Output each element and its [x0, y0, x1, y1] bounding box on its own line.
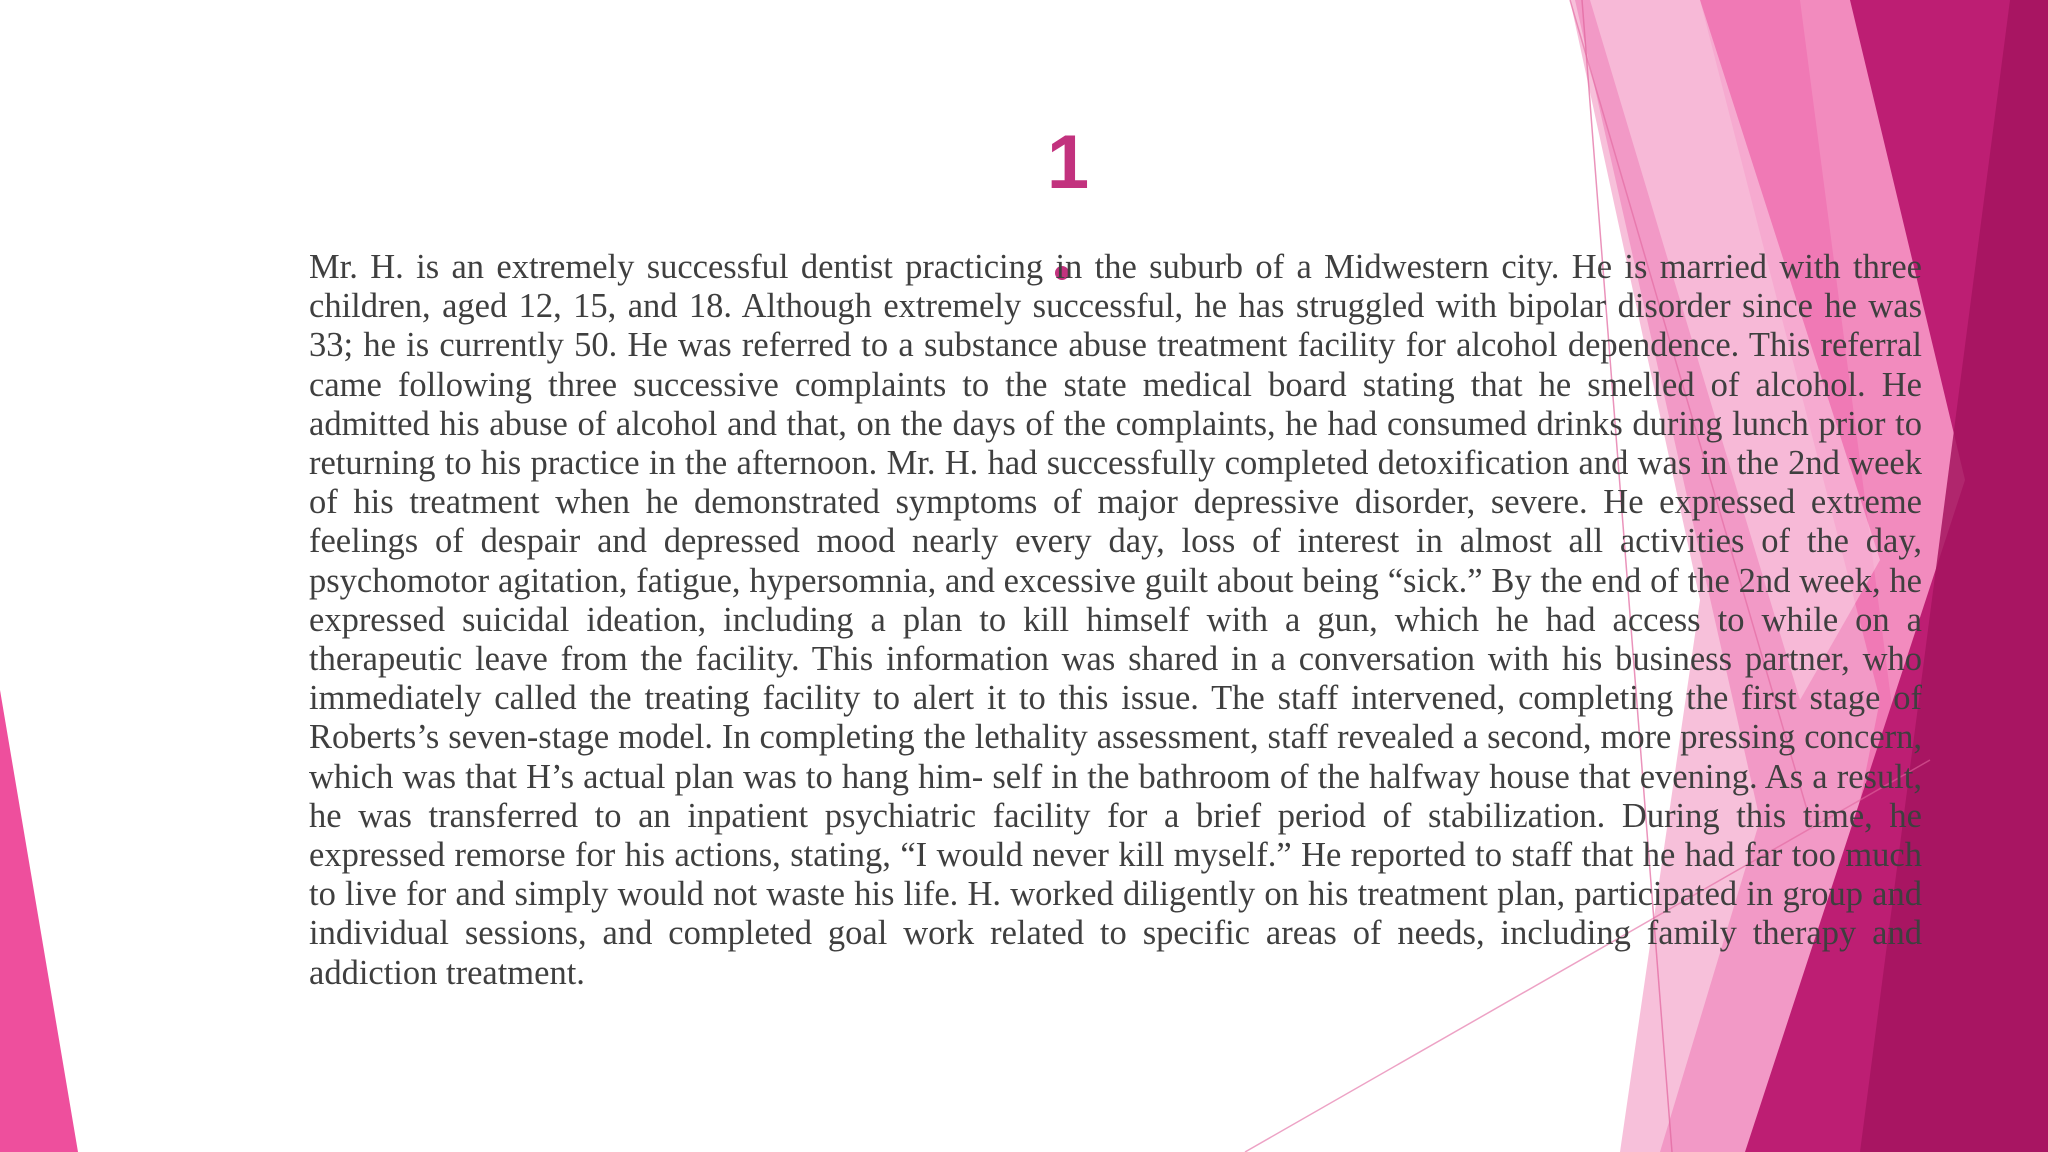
decor-left-shape — [0, 690, 78, 1152]
body-paragraph: Mr. H. is an extremely successful dentist practicing in the suburb of a Midwestern city. He is married with three children, aged 12, 15, and 18. Although extremely successful, he has struggled with bipolar disorder since he was 33; he is currently 50. He was referred to a substance abuse treatment facility for alcohol dependence. This referral came following three successive complaints to the state medical board stating that he smelled of alcohol. He admitted his abuse of alcohol and that, on the days of the complaints, he had consumed drinks during lunch prior to returning to his practice in the afternoon. Mr. H. had successfully completed detoxification and was in the 2nd week of his treatment when he demonstrated symptoms of major depressive disorder, severe. He expressed extreme feelings of despair and depressed mood nearly every day, loss of interest in almost all activities of the day, psychomotor agitation, fatigue, hypersomnia, and excessive guilt about being “sick.” By the end of the 2nd week, he expressed suicidal ideation, including a plan to kill himself with a gun, which he had access to while on a therapeutic leave from the facility. This information was shared in a conversation with his business partner, who immediately called the treating facility to alert it to this issue. The staff intervened, completing the first stage of Roberts’s seven-stage model. In completing the lethality assessment, staff revealed a second, more pressing concern, which was that H’s actual plan was to hang him- self in the bathroom of the halfway house that evening. As a result, he was transferred to an inpatient psychiatric facility for a brief period of stabilization. During this time, he expressed remorse for his actions, stating, “I would never kill myself.” He reported to staff that he had far too much to live for and simply would not waste his life. H. worked diligently on his treatment plan, participated in group and individual sessions, and completed goal work related to specific areas of needs, including family therapy and addiction treatment. — [309, 248, 1922, 992]
slide-title: 1 — [1046, 120, 1090, 205]
body-text-box — [309, 248, 1922, 993]
